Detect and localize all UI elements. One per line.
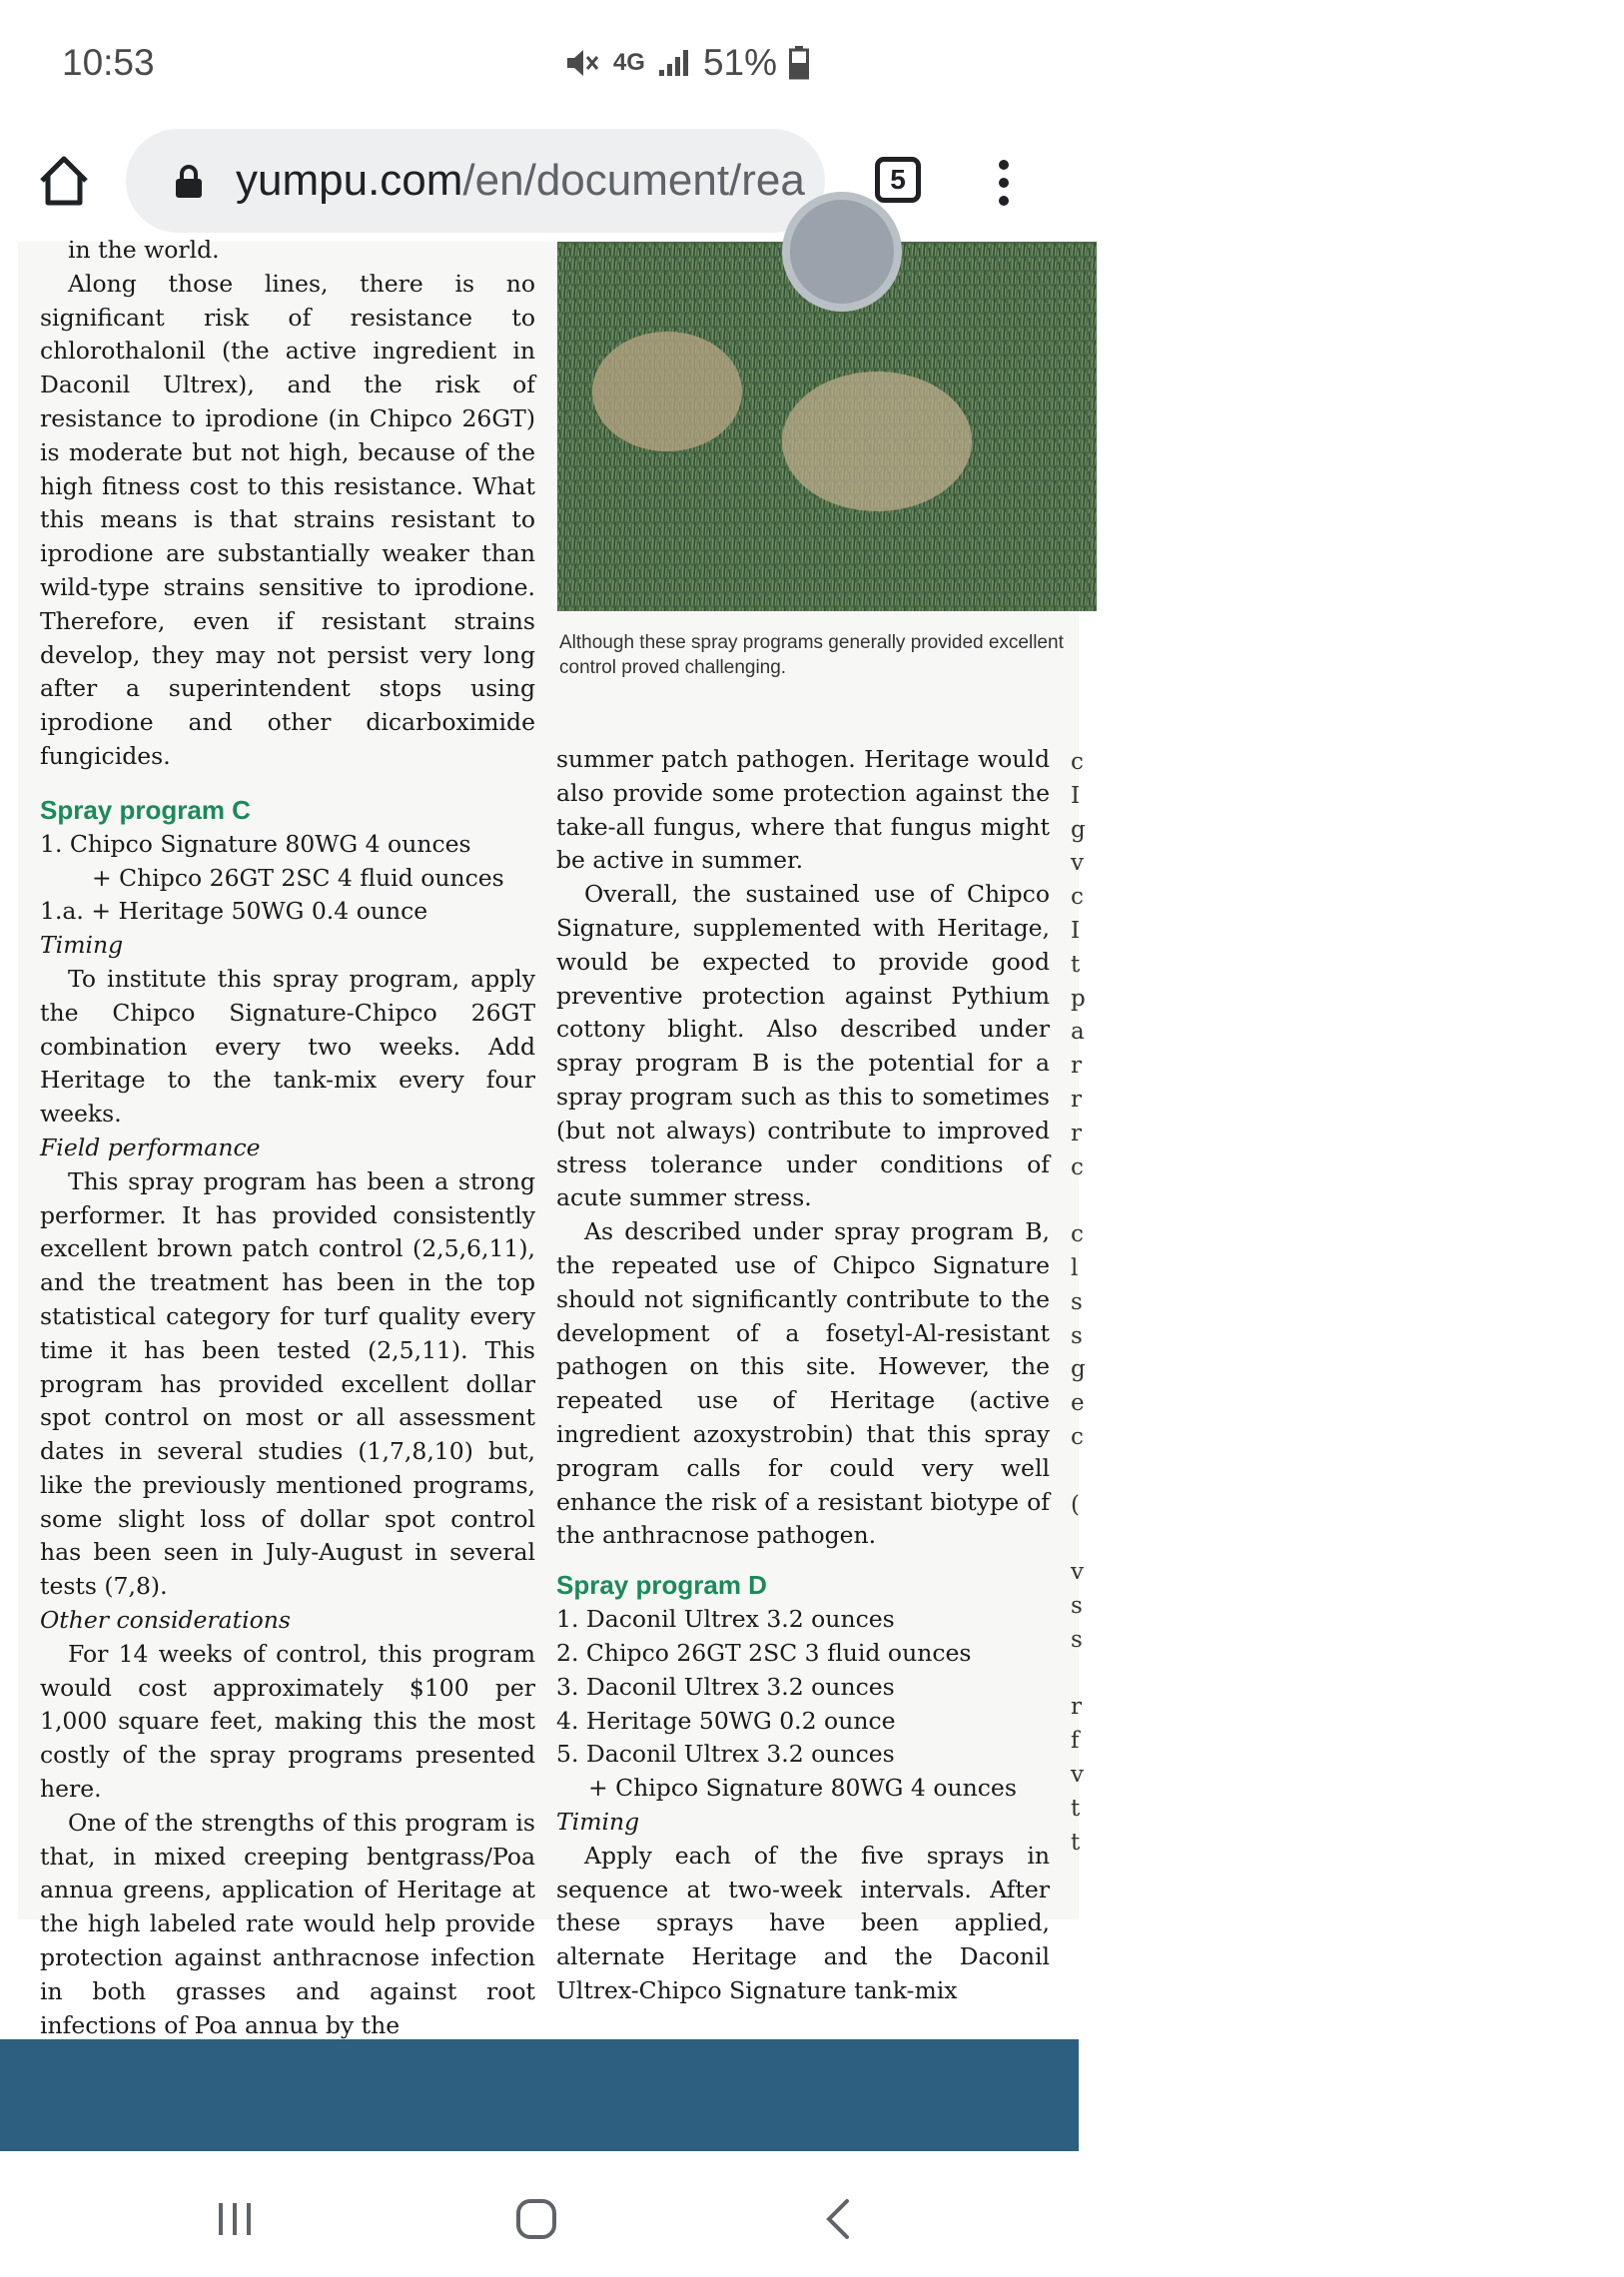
document-page xyxy=(18,236,1086,2039)
mute-icon xyxy=(565,47,601,79)
signal-icon xyxy=(657,48,691,78)
program-c-item: 1.a. + Heritage 50WG 0.4 ounce xyxy=(40,897,428,926)
edge-letter: l xyxy=(1071,1254,1079,1281)
program-d-item: 5. Daconil Ultrex 3.2 ounces xyxy=(556,1740,895,1769)
program-c-item: + Chipco 26GT 2SC 4 fluid ounces xyxy=(92,863,504,892)
edge-letter: I xyxy=(1071,917,1081,944)
program-c-item: 1. Chipco Signature 80WG 4 ounces xyxy=(40,829,471,858)
right-column-edge xyxy=(1071,746,1091,1860)
other-considerations-heading: Other considerations xyxy=(40,1606,291,1635)
status-bar xyxy=(0,0,1079,125)
edge-letter: c xyxy=(1071,1221,1084,1248)
edge-letter: r xyxy=(1071,1053,1082,1080)
other-considerations-text: One of the strengths of this program is that, in mixed creeping bentgrass/Poa annua greens, application of Heritage at the high labeled rate would help provide protection against anthracnose infection in both grasses and against root infections of Poa annua by the xyxy=(40,1808,535,2039)
edge-letter: t xyxy=(1071,1829,1081,1856)
status-icons xyxy=(565,42,809,84)
edge-letter: c xyxy=(1071,749,1084,775)
edge-letter: f xyxy=(1071,1728,1080,1755)
body-paragraph: Overall, the sustained use of Chipco Signature, supplemented with Heritage, would be expected to provide good preventive protection against Pythium cottony blight. Also described under spray program B is the potential for a spray program such as this to sometimes (but not always) contribute to improved stress tolerance under conditions of acute summer stress. xyxy=(556,880,1050,1212)
top-fragment: in the world. xyxy=(68,236,220,264)
address-bar[interactable] xyxy=(126,129,825,233)
program-d-item: 1. Daconil Ultrex 3.2 ounces xyxy=(556,1605,895,1634)
edge-letter: e xyxy=(1071,1390,1085,1417)
edge-letter: v xyxy=(1071,1559,1084,1586)
program-c-title: Spray program C xyxy=(40,794,251,825)
home-icon xyxy=(34,151,94,211)
edge-letter: p xyxy=(1071,985,1086,1012)
photo-caption: Although these spray programs generally provided excellent control proved challenging. xyxy=(559,632,1064,678)
recent-apps-button[interactable] xyxy=(205,2189,265,2249)
edge-letter: s xyxy=(1071,1592,1083,1619)
edge-letter: v xyxy=(1071,850,1084,877)
edge-letter: c xyxy=(1071,884,1084,911)
status-time: 10:53 xyxy=(62,42,155,83)
more-vert-icon xyxy=(984,153,1024,213)
edge-letter: r xyxy=(1071,1120,1082,1146)
edge-letter: s xyxy=(1071,1288,1083,1315)
middle-column xyxy=(556,743,1050,2008)
edge-letter: c xyxy=(1071,1153,1084,1180)
edge-letter: v xyxy=(1071,1761,1084,1788)
timing-text: To institute this spray program, apply the Chipco Signature-Chipco 26GT combination every two weeks. Add Heritage to the tank-mix every four weeks. xyxy=(40,964,535,1129)
document-viewer[interactable] xyxy=(0,236,1086,2044)
edge-letter: a xyxy=(1071,1019,1085,1046)
body-paragraph: summer patch pathogen. Heritage would also provide some protection against the take-all fungus, where that fungus might be active in summer. xyxy=(556,745,1050,875)
edge-letter: g xyxy=(1071,816,1086,843)
network-type-icon: 4G xyxy=(612,49,645,76)
home-button[interactable] xyxy=(34,151,94,211)
other-considerations-text: For 14 weeks of control, this program would cost approximately $100 per 1,000 square feet, making this the most costly of the spray programs presented here. xyxy=(40,1639,535,1804)
share-icon[interactable] xyxy=(1566,297,1624,351)
overflow-menu-button[interactable] xyxy=(984,153,1024,213)
back-chevron-icon xyxy=(809,2189,869,2249)
edge-letter: r xyxy=(1071,1086,1082,1113)
timing-heading: Timing xyxy=(40,931,124,960)
edge-letter: g xyxy=(1071,1356,1086,1383)
intro-paragraph: Along those lines, there is no significant risk of resistance to chlorothalonil (the active ingredient in Daconil Ultrex), and the risk of resistance to iprodione (in Chipco 26GT) is moderate but not high, because of the high fitness cost to this resistance. What this means is that strains resistant to iprodione are substantially weaker than wild-type strains sensitive to iprodione. Therefore, even if resistant strains develop, they may not persist very long after a superintendent stops using iprodione and other dicarboximide fungicides. xyxy=(40,269,535,770)
recents-icon xyxy=(205,2189,265,2249)
edge-letter: ( xyxy=(1071,1491,1080,1518)
left-column xyxy=(40,234,535,2042)
viewer-footer-band xyxy=(0,2039,1079,2151)
field-performance-text: This spray program has been a strong performer. It has provided consistently excellent brown patch control (2,5,6,11), and the treatment has been in the top statistical category for turf quality every time it has been tested (2,5,11). This program has provided excellent dollar spot control on most or all assessment dates in several studies (1,7,8,10) but, like the previously mentioned programs, some slight loss of dollar spot control has been seen in July-August in several tests (7,8). xyxy=(40,1166,535,1601)
program-d-item: 2. Chipco 26GT 2SC 3 fluid ounces xyxy=(556,1638,972,1667)
browser-toolbar xyxy=(0,125,1079,242)
url-host: yumpu.com xyxy=(236,156,463,205)
edge-letter: r xyxy=(1071,1694,1082,1721)
tab-switcher-button[interactable]: 5 xyxy=(875,157,921,203)
program-d-title: Spray program D xyxy=(556,1570,767,1601)
edge-letter: s xyxy=(1071,1626,1083,1653)
edge-letter xyxy=(1071,1658,1091,1692)
edge-letter xyxy=(1071,1455,1091,1489)
system-nav-bar xyxy=(0,2151,1079,2277)
edge-letter: s xyxy=(1071,1322,1083,1349)
turf-photo xyxy=(557,242,1097,611)
edge-letter: t xyxy=(1071,951,1081,978)
timing-text: Apply each of the five sprays in sequence at two-week intervals. After these sprays have been applied, alternate Heritage and the Daconil Ultrex-Chipco Signature tank-mix xyxy=(556,1841,1050,2004)
edge-letter: t xyxy=(1071,1795,1081,1822)
back-button[interactable] xyxy=(809,2189,869,2249)
home-circle-icon xyxy=(506,2189,566,2249)
url-text xyxy=(236,156,805,206)
program-d-item: + Chipco Signature 80WG 4 ounces xyxy=(588,1774,1017,1803)
battery-percent: 51% xyxy=(702,42,777,83)
edge-letter: I xyxy=(1071,782,1081,809)
edge-letter xyxy=(1071,1184,1091,1218)
program-d-item: 4. Heritage 50WG 0.2 ounce xyxy=(556,1706,896,1735)
field-performance-heading: Field performance xyxy=(40,1133,261,1161)
home-nav-button[interactable] xyxy=(506,2189,566,2249)
program-d-item: 3. Daconil Ultrex 3.2 ounces xyxy=(556,1672,895,1701)
url-path: /en/document/rea xyxy=(462,156,805,205)
edge-letter xyxy=(1071,1522,1091,1556)
timing-heading: Timing xyxy=(556,1807,640,1836)
body-paragraph: As described under spray program B, the repeated use of Chipco Signature should not significantly contribute to the development of a fosetyl-Al-resistant pathogen on this site. However, the repeated use of Heritage (active ingredient azoxystrobin) that this spray program calls for could very well enhance the risk of a resistant biotype of the anthracnose pathogen. xyxy=(556,1217,1050,1550)
battery-icon xyxy=(789,46,809,80)
edge-letter: c xyxy=(1071,1423,1084,1450)
lock-icon xyxy=(174,165,204,203)
